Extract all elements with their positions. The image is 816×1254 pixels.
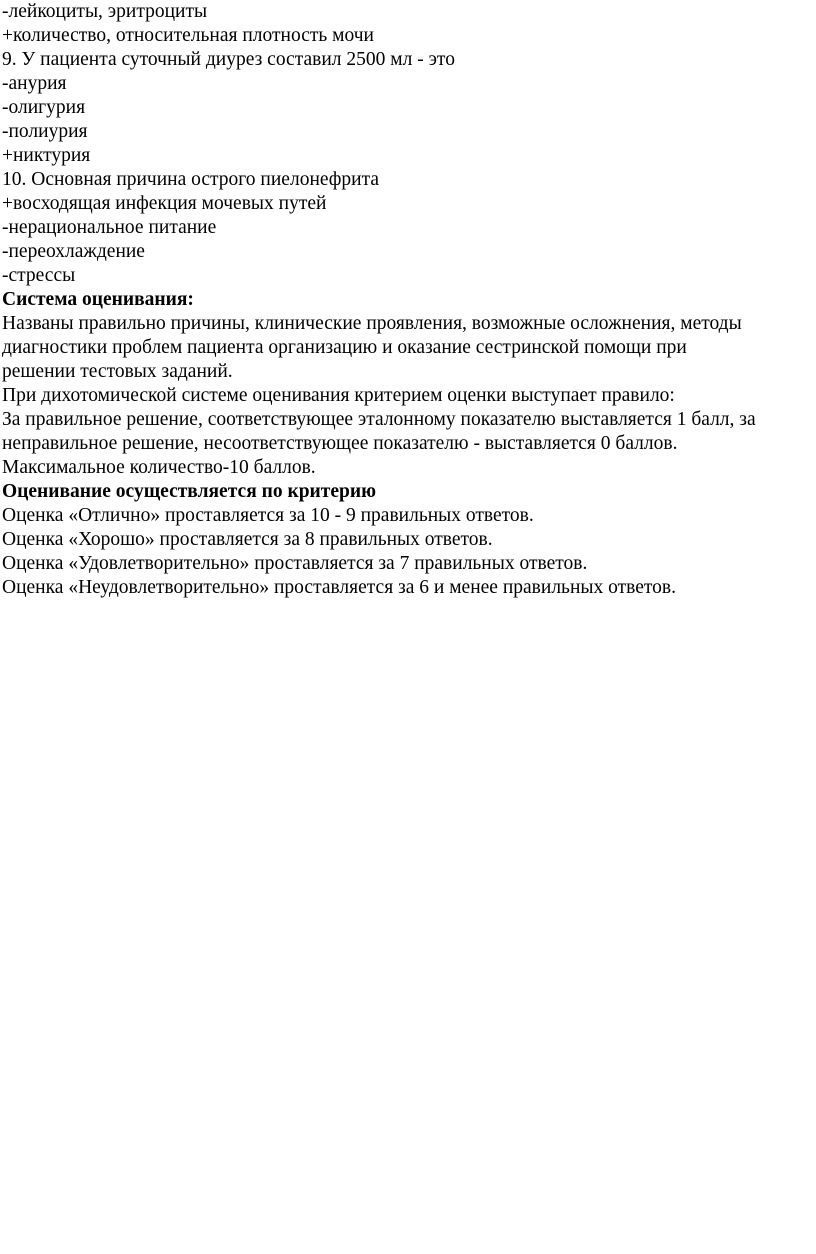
section-heading: Оценивание осуществляется по критерию <box>2 481 377 502</box>
criteria-item: Оценка «Неудовлетворительно» проставляется за 6 и менее правильных ответов. <box>2 577 676 598</box>
question-8-tail <box>2 0 814 48</box>
answer-option: -анурия <box>2 73 67 94</box>
answer-option: -лейкоциты, эритроциты <box>2 1 208 22</box>
criteria-item: Оценка «Отлично» проставляется за 10 - 9 правильных ответов. <box>2 505 534 526</box>
answer-option: +количество, относительная плотность мочи <box>2 25 374 46</box>
paragraph-line: При дихотомической системе оценивания критерием оценки выступает правило: <box>2 385 675 406</box>
paragraph-line: За правильное решение, соответствующее эталонному показателю выставляется 1 балл, за <box>2 409 756 430</box>
paragraph-line: Названы правильно причины, клинические проявления, возможные осложнения, методы <box>2 313 742 334</box>
paragraph-line: Максимальное количество-10 баллов. <box>2 457 316 478</box>
answer-option: -стрессы <box>2 265 76 286</box>
answer-option: +восходящая инфекция мочевых путей <box>2 193 327 214</box>
question-text: 10. Основная причина острого пиелонефрита <box>2 169 380 190</box>
answer-option: -переохлаждение <box>2 241 145 262</box>
answer-option: +никтурия <box>2 145 91 166</box>
paragraph-line: неправильное решение, несоответствующее показателю - выставляется 0 баллов. <box>2 433 678 454</box>
grading-system-section <box>2 288 814 480</box>
question-10 <box>2 168 814 288</box>
question-text: 9. У пациента суточный диурез составил 2500 мл - это <box>2 49 455 70</box>
section-heading: Система оценивания: <box>2 289 194 310</box>
question-9 <box>2 48 814 168</box>
paragraph-line: диагностики проблем пациента организацию и оказание сестринской помощи при <box>2 337 687 358</box>
grading-criteria-section <box>2 480 814 600</box>
answer-option: -олигурия <box>2 97 86 118</box>
criteria-item: Оценка «Хорошо» проставляется за 8 правильных ответов. <box>2 529 493 550</box>
answer-option: -полиурия <box>2 121 88 142</box>
document-body <box>2 0 814 600</box>
criteria-item: Оценка «Удовлетворительно» проставляется за 7 правильных ответов. <box>2 553 588 574</box>
paragraph-line: решении тестовых заданий. <box>2 361 233 382</box>
answer-option: -нерациональное питание <box>2 217 217 238</box>
